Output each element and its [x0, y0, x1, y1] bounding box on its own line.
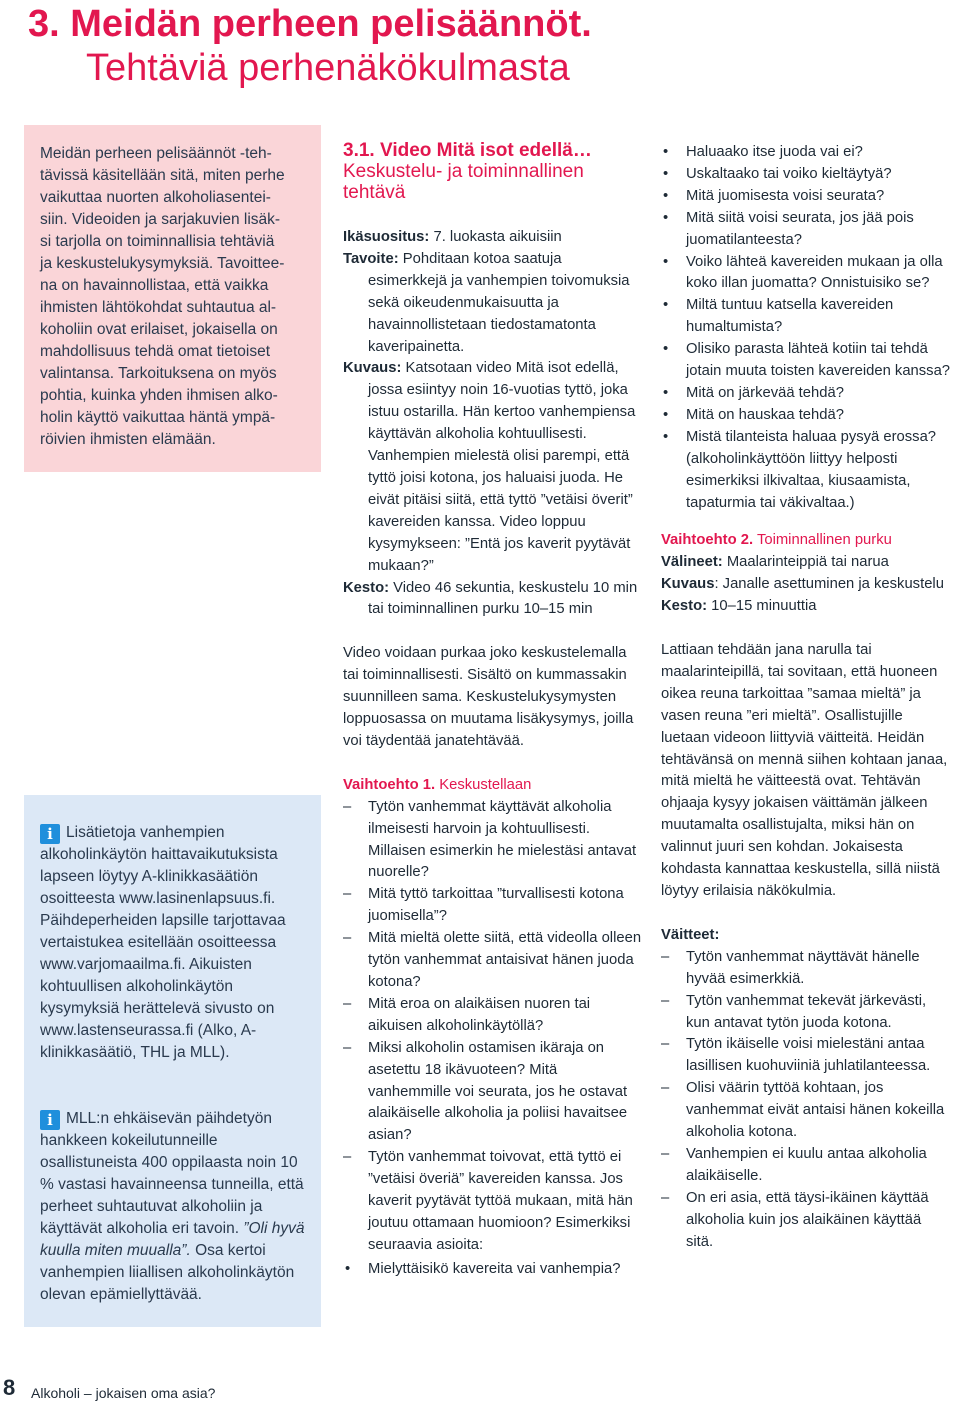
list-item: • Mitä on järkevää tehdä?: [661, 383, 951, 405]
list-item: – Mitä tyttö tarkoittaa ”turvallisesti kotona juomisella”?: [343, 884, 643, 928]
list-item: – Tytön vanhemmat toivovat, että tyttö ei ”vetäisi överiä” kavereiden kanssa. Jos kaverit pyytävät tyttöä mukaan, mitä hän joutuu ottamaan huomioon? Esimerkiksi seuraavia asioita:: [343, 1147, 643, 1257]
list-item: • Olisiko parasta lähteä kotiin tai tehdä jotain muuta toisten kavereiden kanssa?: [661, 339, 951, 383]
questions-list: [661, 142, 951, 514]
info2-text: MLL:n ehkäisevän päihdetyön hankkeen kokeilutunneille osallistuneista 400 oppilaasta noin 10 % vastasi havainneensa tunneilla, että perheet suhtautuvat alkoholiin ja käyttävät alkoholia eri tavoin.: [40, 1110, 304, 1237]
info-icon: i: [40, 824, 60, 844]
claims-heading: Väitteet:: [661, 926, 720, 943]
list-item: – Tytön ikäiselle voisi mielestäni antaa lasillisen kuohuviiniä juhlatilanteessa.: [661, 1034, 951, 1078]
list-item: • Mitä juomisesta voisi seurata?: [661, 186, 951, 208]
list-item: – Tytön vanhemmat käyttävät alkoholia ilmeisesti harvoin ja kohtuullisesti. Millaisen esimerkin he mielestäsi antavat nuorelle?: [343, 797, 643, 885]
chapter-number: 3.: [28, 3, 60, 45]
description-row: Kuvaus: Katsotaan video Mitä isot edellä, jossa esiintyy noin 16-vuotias tyttö, joka istuu ostarilla. Hän kertoo vanhempiensa käyttävän alkoholia kohtuullisesti. Vanhempien mielestä olisi parempi, että tyttö joisi kotona, jos haluaisi juoda. He eivät pitäisi siitä, että tyttö ”vetäisi överit” kavereiden kanssa. Video loppuu kysymykseen: ”Entä jos kaverit pyytävät mukaan?”: [343, 360, 636, 574]
list-item: – Olisi väärin tyttöä kohtaan, jos vanhemmat eivät antaisi hänen kokeilla alkoholia kotona.: [661, 1078, 951, 1144]
section-title: 3.1. Video Mitä isot edellä… Keskustelu- ja toiminnallinen tehtävä: [343, 140, 592, 203]
publication-name: Alkoholi – jokaisen oma asia?: [31, 1385, 216, 1401]
list-item: – Vanhempien ei kuulu antaa alkoholia alaikäiselle.: [661, 1144, 951, 1188]
list-item: • Miltä tuntuu katsella kavereiden humaltumista?: [661, 295, 951, 339]
option1-sublist: [343, 1259, 643, 1281]
info-paragraph-2: [40, 1108, 310, 1306]
list-item: – Mitä eroa on alaikäisen nuoren tai aikuisen alkoholinkäytöllä?: [343, 994, 643, 1038]
option2-duration-row: Kesto: 10–15 minuuttia: [661, 598, 817, 615]
column-right: [661, 142, 951, 1254]
tools-row: Välineet: Maalarinteippiä tai naruа: [661, 554, 889, 571]
age-row: Ikäsuositus: 7. luokasta aikuisiin: [343, 229, 562, 245]
list-item: – Miksi alkoholin ostamisen ikäraja on asetettu 18 ikävuoteen? Mitä vanhemmille voi seurata, jos he ostavat alaikäiselle alkoholia ja poliisi havaitsee asian?: [343, 1038, 643, 1148]
duration-row: Kesto: Video 46 sekuntia, keskustelu 10 min tai toiminnallinen purku 10–15 min: [343, 579, 638, 618]
list-item: – Tytön vanhemmat tekevät järkevästi, kun antavat tytön juoda kotona.: [661, 991, 951, 1035]
option2-body: Lattiaan tehdään jana narulla tai maalarinteipillä, tai sovitaan, että huoneen oikea reuna tarkoittaa ”samaa mieltä” ja vasen reuna ”eri mieltä”. Osallistujille luetaan videoon liittyviä väitteitä. Heidän tehtävänsä on mennä siihen kohtaan janaa, mitä mieltä he väitteestä ovat. Tehtävän ohjaaja kysyy jokaisen väittämän jälkeen muutamalta osallistujalta, miksi hän on valinnut juuri sen kohdan. Jokaisesta kohdasta kannattaa keskustella, sillä niistä löytyy erilaisia näkökulmia.: [661, 642, 948, 899]
list-item: – Tytön vanhemmat näyttävät hänelle hyvää esimerkkiä.: [661, 947, 951, 991]
intro-text: Meidän perheen pelisäännöt -teh- tävissä käsitellään sitä, miten perhe vaikuttaa nuorten alkoholiasentei- siin. Videoiden ja sarjakuvien lisäk- si tarjolla on toiminnallisia tehtäviä ja keskustelukysymyksiä. Tavoittee- na on havainnollistaa, että vaikka ihmisten lähtökohdat suhtautua al- koholiin ovat erilaiset, jokaisella on mahdollisuus tehdä omat tietoiset valintansa. Tarkoituksena on myös pohtia, kuinka yhden ihmisen alko- holin käyttö vaikuttaa häntä ympä- röivien ihmisten elämään.: [40, 145, 285, 448]
list-item: – Mitä mieltä olette siitä, että videolla olleen tytön vanhemmat antaisivat hänen juoda kotona?: [343, 928, 643, 994]
list-item: • Mitä siitä voisi seurata, jos jää pois juomatilanteesta?: [661, 208, 951, 252]
option1-list: [343, 797, 643, 1257]
section-subtitle: Keskustelu- ja toiminnallinen tehtävä: [343, 161, 584, 203]
option1-heading: Vaihtoehto 1. Keskustellaan: [343, 776, 532, 793]
info2-quote: ”Oli hyvä kuulla miten muualla”.: [40, 1220, 305, 1259]
list-item: • Mistä tilanteista haluaa pysyä erossa? (alkoholinkäyttöön liittyy helposti esimerkiksi ilkivaltaa, kiusaamista, tapaturmia tai väkivaltaa.): [661, 427, 951, 515]
goal-row: Tavoite: Pohditaan kotoa saatuja esimerkkejä ja vanhempien toivomuksia sekä oikeudenmukaisuutta ja havainnollistetaan tiedostamatonta kaveripainetta.: [343, 250, 630, 355]
section-body: Video voidaan purkaa joko keskustelemalla tai toiminnallisesti. Sisältö on kummassakin suunnilleen sama. Keskustelukysymysten loppuosassa on muutama lisäkysymys, joilla voi täydentää janatehtävää.: [343, 645, 634, 749]
list-item: • Mielyttäisikö kavereita vai vanhempia?: [343, 1259, 643, 1281]
info2-text-after: Osa kertoi vanhempien liiallisen alkoholinkäytön olevan epämiellyttävää.: [40, 1242, 295, 1303]
option2-description-row: Kuvaus: Janalle asettuminen ja keskustelu: [661, 576, 944, 593]
list-item: – On eri asia, että täysi-ikäinen käyttää alkoholia kuin jos alaikäinen käyttää sitä.: [661, 1188, 951, 1254]
info1-text: Lisätietoja vanhempien alkoholinkäytön haittavaikutuksista lapseen löytyy A-klinikkasäätiön osoitteesta www.lasinenlapsuus.fi. Päihdeperheiden lapsille tarjottavaa vertaistukea esitellään osoitteessa www.varjomaailma.fi. Aikuisten kohtuullisen alkoholinkäytön kysymyksiä herättelevä sivusto on www.lastenseurassa.fi (Alko, A-klinikkasäätiö, THL ja MLL).: [40, 824, 286, 1061]
title-line1: Meidän perheen pelisäännöt.: [70, 3, 592, 45]
info-icon: i: [40, 1110, 60, 1130]
page-title: [28, 2, 592, 90]
list-item: • Uskaltaako tai voiko kieltäytyä?: [661, 164, 951, 186]
list-item: • Mitä on hauskaa tehdä?: [661, 405, 951, 427]
option2-heading: Vaihtoehto 2. Toiminnallinen purku: [661, 532, 892, 549]
column-middle: [343, 140, 643, 1281]
list-item: • Voiko lähteä kavereiden mukaan ja olla koko illan juomatta? Onnistuisiko se?: [661, 252, 951, 296]
claims-list: [661, 947, 951, 1254]
info-paragraph-1: [40, 822, 310, 1064]
page-number: 8: [3, 1375, 16, 1400]
title-line2: Tehtäviä perhenäkökulmasta: [86, 47, 570, 89]
list-item: • Haluaako itse juoda vai ei?: [661, 142, 951, 164]
